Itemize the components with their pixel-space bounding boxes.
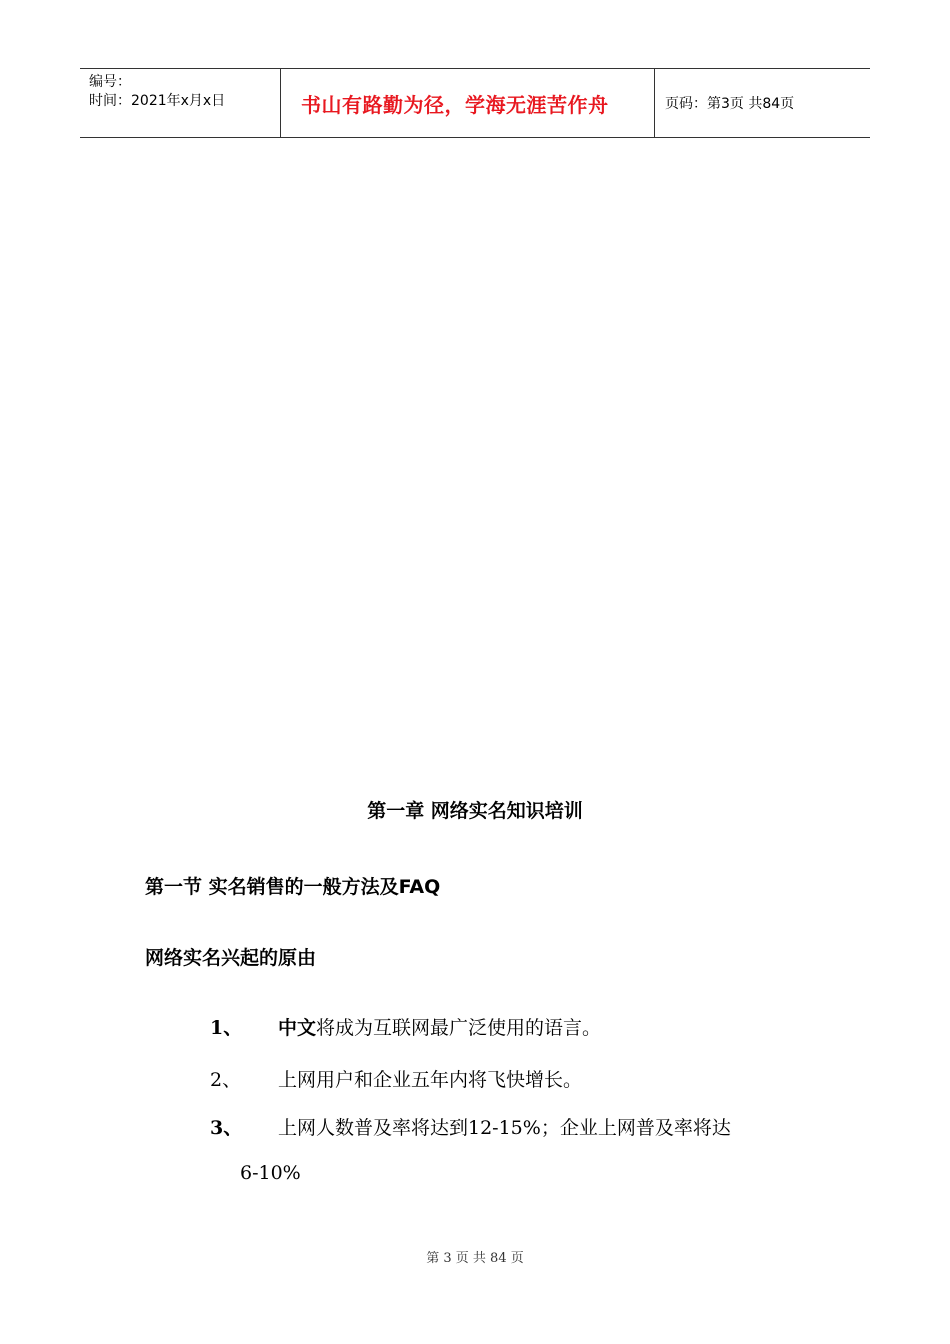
time-label: 时间：2021年x月x日 xyxy=(89,93,226,109)
list-item xyxy=(210,1065,582,1092)
list-number: 2、 xyxy=(210,1069,242,1091)
list-item xyxy=(210,1113,731,1140)
list-bold-text: 中文 xyxy=(278,1017,317,1039)
chapter-title xyxy=(0,796,950,823)
list-number: 3、 xyxy=(210,1117,243,1139)
page-header xyxy=(80,68,870,138)
list-text: 上网用户和企业五年内将飞快增长。 xyxy=(278,1069,583,1091)
list-item xyxy=(210,1013,601,1040)
list-text: 上网人数普及率将达到12-15%；企业上网普及率将达 xyxy=(278,1117,731,1139)
header-meta xyxy=(80,69,281,137)
list-continuation: 6-10% xyxy=(240,1162,301,1184)
header-page-info: 页码：第3页 共84页 xyxy=(665,96,795,112)
header-motto: 书山有路勤为径，学海无涯苦作舟 xyxy=(281,69,655,137)
section-title: 第一节 实名销售的一般方法及FAQ xyxy=(145,876,441,898)
page-footer: 第 3 页 共 84 页 xyxy=(426,1251,524,1266)
list-text: 将成为互联网最广泛使用的语言。 xyxy=(316,1017,602,1039)
list-number: 1、 xyxy=(210,1017,243,1039)
sub-title: 网络实名兴起的原由 xyxy=(145,947,317,969)
serial-label: 编号： xyxy=(89,74,131,90)
chapter-title-text: 第一章 网络实名知识培训 xyxy=(367,800,583,822)
